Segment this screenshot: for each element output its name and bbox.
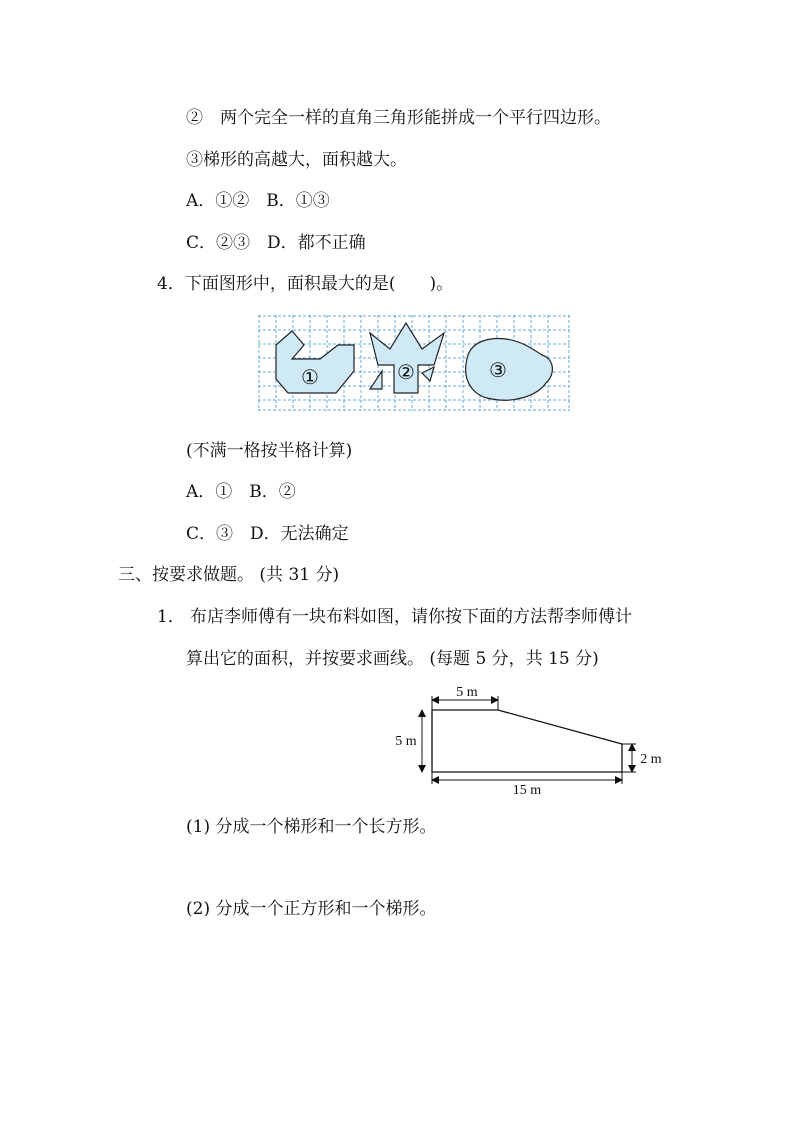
- q4-choices-cd: C．③ D．无法确定: [186, 524, 349, 544]
- dim-top-label: 5 m: [456, 685, 478, 700]
- dim-right-label: 2 m: [640, 752, 662, 767]
- problem-1-line-1: 布店李师傅有一块布料如图，请你按下面的方法帮李师傅计: [190, 607, 632, 627]
- q3-option-2: ② 两个完全一样的直角三角形能拼成一个平行四边形。: [186, 108, 611, 128]
- section-3-heading: 三、按要求做题。 (共 31 分): [118, 565, 340, 585]
- q4-note: (不满一格按半格计算): [186, 441, 353, 461]
- subquestion-2: (2) 分成一个正方形和一个梯形。: [186, 899, 437, 919]
- dim-bottom-label: 15 m: [512, 783, 542, 798]
- q3-choices-ab: A．①② B．①③: [186, 191, 330, 211]
- problem-1-number: 1．: [157, 607, 185, 627]
- shape-2-label: ②: [397, 362, 415, 384]
- cloth-figure: [390, 682, 670, 800]
- subquestion-1: (1) 分成一个梯形和一个长方形。: [186, 817, 437, 837]
- shape-2-right-piece: [422, 367, 434, 381]
- q3-choices-cd: C．②③ D．都不正确: [186, 233, 366, 253]
- shapes-grid-figure: [258, 315, 570, 411]
- shape-3: [466, 339, 553, 401]
- problem-1-line-2: 算出它的面积，并按要求画线。 (每题 5 分，共 15 分): [186, 649, 599, 669]
- q3-option-3: ③梯形的高越大，面积越大。: [186, 150, 407, 170]
- q4-stem: 4．下面图形中，面积最大的是( )。: [157, 274, 454, 294]
- cloth-shape: [432, 710, 622, 772]
- dim-left-label: 5 m: [395, 734, 417, 749]
- shape-1-label: ①: [301, 367, 319, 389]
- q4-choices-ab: A．① B．②: [186, 482, 296, 502]
- shape-2-left-piece: [370, 371, 382, 389]
- shape-3-label: ③: [489, 360, 507, 382]
